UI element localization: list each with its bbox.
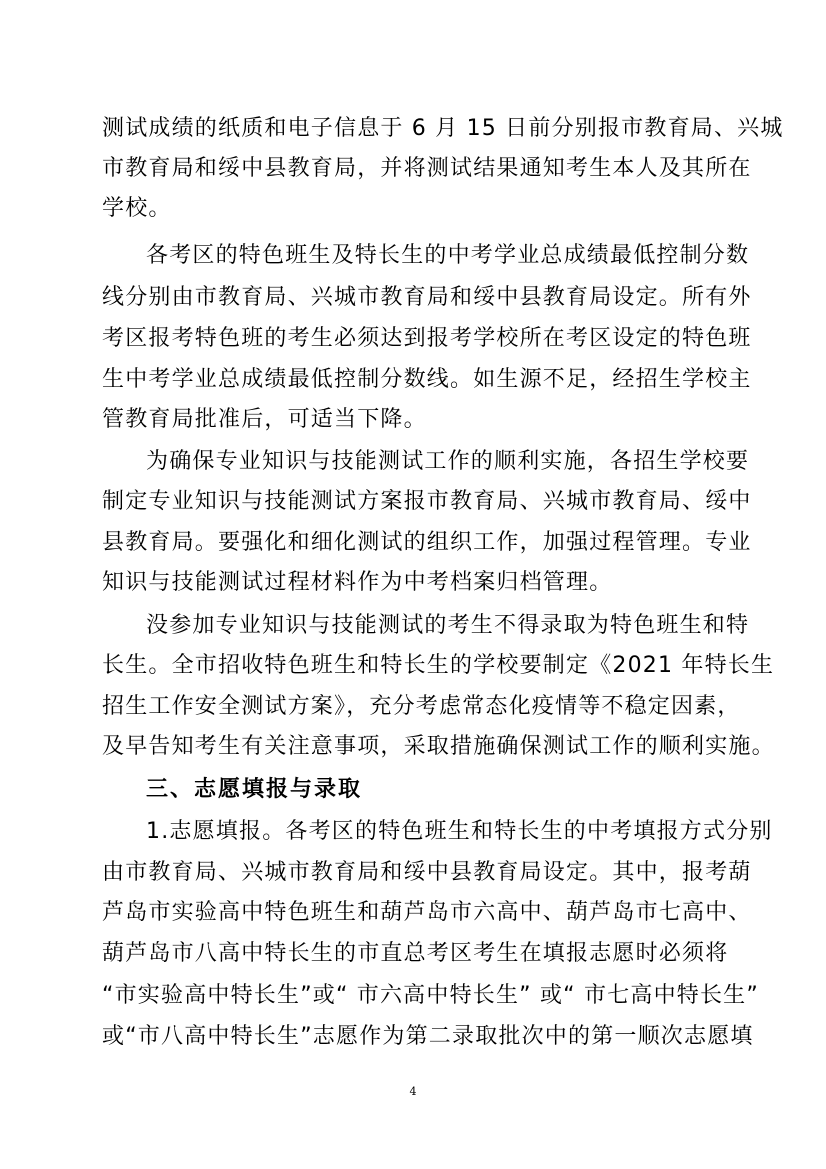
text-line: 或“市八高中特长生”志愿作为第二录取批次中的第一顺次志愿填	[102, 1024, 754, 1049]
page-number: 4	[409, 1085, 417, 1098]
text-line: 考区报考特色班的考生必须达到报考学校所在考区设定的特色班	[102, 326, 752, 351]
text-line: 1.志愿填报。各考区的特色班生和特长生的中考填报方式分别	[146, 819, 773, 844]
text-line: 由市教育局、兴城市教育局和绥中县教育局设定。其中，报考葫	[102, 860, 752, 885]
text-line: 测试成绩的纸质和电子信息于 6 月 15 日前分别报市教育局、兴城	[102, 116, 784, 141]
text-line: 管教育局批准后，可适当下降。	[102, 407, 427, 432]
text-line: 没参加专业知识与技能测试的考生不得录取为特色班生和特	[146, 613, 750, 638]
text-line: 制定专业知识与技能测试方案报市教育局、兴城市教育局、绥中	[102, 489, 752, 514]
text-line: 学校。	[102, 196, 172, 221]
text-line: “市实验高中特长生”或“ 市六高中特长生” 或“ 市七高中特长生”	[102, 983, 759, 1008]
text-line: 为确保专业知识与技能测试工作的顺利实施，各招生学校要	[146, 449, 750, 474]
text-line: 县教育局。要强化和细化测试的组织工作，加强过程管理。专业	[102, 530, 752, 555]
text-line: 葫芦岛市八高中特长生的市直总考区考生在填报志愿时必须将	[102, 941, 729, 966]
text-line: 各考区的特色班生及特长生的中考学业总成绩最低控制分数	[146, 243, 750, 268]
text-line: 生中考学业总成绩最低控制分数线。如生源不足，经招生学校主	[102, 367, 752, 392]
section-heading: 三、志愿填报与录取	[146, 777, 363, 802]
text-line: 市教育局和绥中县教育局，并将测试结果通知考生本人及其所在	[102, 156, 752, 181]
text-line: 招生工作安全测试方案》，充分考虑常态化疫情等不稳定因素，	[102, 694, 741, 719]
text-line: 知识与技能测试过程材料作为中考档案归档管理。	[102, 570, 613, 595]
text-line: 线分别由市教育局、兴城市教育局和绥中县教育局设定。所有外	[102, 285, 752, 310]
text-line: 及早告知考生有关注意事项，采取措施确保测试工作的顺利实施。	[102, 734, 775, 759]
text-line: 长生。全市招收特色班生和特长生的学校要制定《2021 年特长生	[102, 653, 775, 678]
text-line: 芦岛市实验高中特色班生和葫芦岛市六高中、葫芦岛市七高中、	[102, 900, 752, 925]
